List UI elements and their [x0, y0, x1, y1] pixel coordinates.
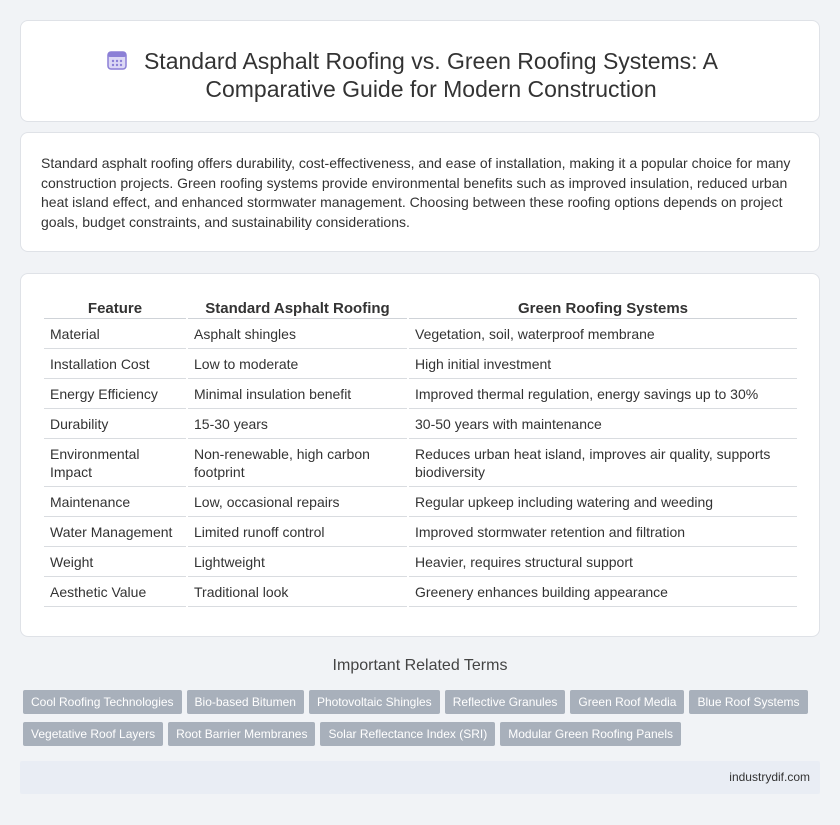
table-cell: Regular upkeep including watering and weeding: [409, 487, 797, 517]
table-cell: Water Management: [44, 517, 186, 547]
table-row: [44, 409, 797, 439]
title-card: [20, 20, 820, 122]
table-cell: Improved stormwater retention and filtration: [409, 517, 797, 547]
table-cell: Improved thermal regulation, energy savings up to 30%: [409, 379, 797, 409]
table-row: [44, 517, 797, 547]
table-row: [44, 379, 797, 409]
column-header: Green Roofing Systems: [409, 294, 797, 319]
table-row: [44, 487, 797, 517]
table-cell: Heavier, requires structural support: [409, 547, 797, 577]
table-cell: Durability: [44, 409, 186, 439]
table-cell: Installation Cost: [44, 349, 186, 379]
page-title: Standard Asphalt Roofing vs. Green Roofing Systems: A Comparative Guide for Modern Construction: [143, 48, 719, 102]
table-cell: High initial investment: [409, 349, 797, 379]
term-tag[interactable]: Bio-based Bitumen: [187, 690, 304, 714]
term-tag[interactable]: Green Roof Media: [570, 690, 684, 714]
table-cell: Non-renewable, high carbon footprint: [188, 439, 407, 487]
table-cell: Lightweight: [188, 547, 407, 577]
column-header: Standard Asphalt Roofing: [188, 294, 407, 319]
table-cell: 30-50 years with maintenance: [409, 409, 797, 439]
table-cell: Asphalt shingles: [188, 319, 407, 349]
table-cell: Minimal insulation benefit: [188, 379, 407, 409]
term-tag[interactable]: Vegetative Roof Layers: [23, 722, 163, 746]
term-tag[interactable]: Cool Roofing Technologies: [23, 690, 182, 714]
term-tag[interactable]: Solar Reflectance Index (SRI): [320, 722, 495, 746]
table-row: [44, 577, 797, 607]
table-row: [44, 319, 797, 349]
table-row: [44, 547, 797, 577]
intro-card: [20, 132, 820, 252]
table-cell: Environmental Impact: [44, 439, 186, 487]
table-cell: Limited runoff control: [188, 517, 407, 547]
column-header: Feature: [44, 294, 186, 319]
footer-site-link[interactable]: industrydif.com: [729, 770, 810, 784]
term-tag[interactable]: Photovoltaic Shingles: [309, 690, 440, 714]
table-header-row: [44, 294, 797, 319]
table-cell: Material: [44, 319, 186, 349]
related-terms-list: [23, 690, 823, 754]
term-tag[interactable]: Blue Roof Systems: [689, 690, 807, 714]
table-cell: Traditional look: [188, 577, 407, 607]
table-cell: 15-30 years: [188, 409, 407, 439]
term-tag[interactable]: Root Barrier Membranes: [168, 722, 315, 746]
table-row: [44, 439, 797, 487]
intro-paragraph: Standard asphalt roofing offers durability, cost-effectiveness, and ease of installation, making it a popular choice for many construction projects. Green roofing systems provide environmental benefits such as improved insulation, reduced urban heat island effect, and enhanced stormwater management. Choosing between these roofing options depends on project goals, budget constraints, and sustainability considerations.: [41, 155, 791, 230]
table-cell: Maintenance: [44, 487, 186, 517]
table-cell: Aesthetic Value: [44, 577, 186, 607]
table-row: [44, 349, 797, 379]
table-cell: Reduces urban heat island, improves air quality, supports biodiversity: [409, 439, 797, 487]
table-cell: Low, occasional repairs: [188, 487, 407, 517]
term-tag[interactable]: Reflective Granules: [445, 690, 566, 714]
comparison-table: [42, 294, 799, 607]
table-cell: Low to moderate: [188, 349, 407, 379]
table-cell: Weight: [44, 547, 186, 577]
table-cell: Greenery enhances building appearance: [409, 577, 797, 607]
table-cell: Vegetation, soil, waterproof membrane: [409, 319, 797, 349]
table-cell: Energy Efficiency: [44, 379, 186, 409]
footer: [20, 761, 820, 794]
comparison-card: [20, 273, 820, 637]
related-terms-heading: Important Related Terms: [332, 657, 508, 674]
term-tag[interactable]: Modular Green Roofing Panels: [500, 722, 681, 746]
